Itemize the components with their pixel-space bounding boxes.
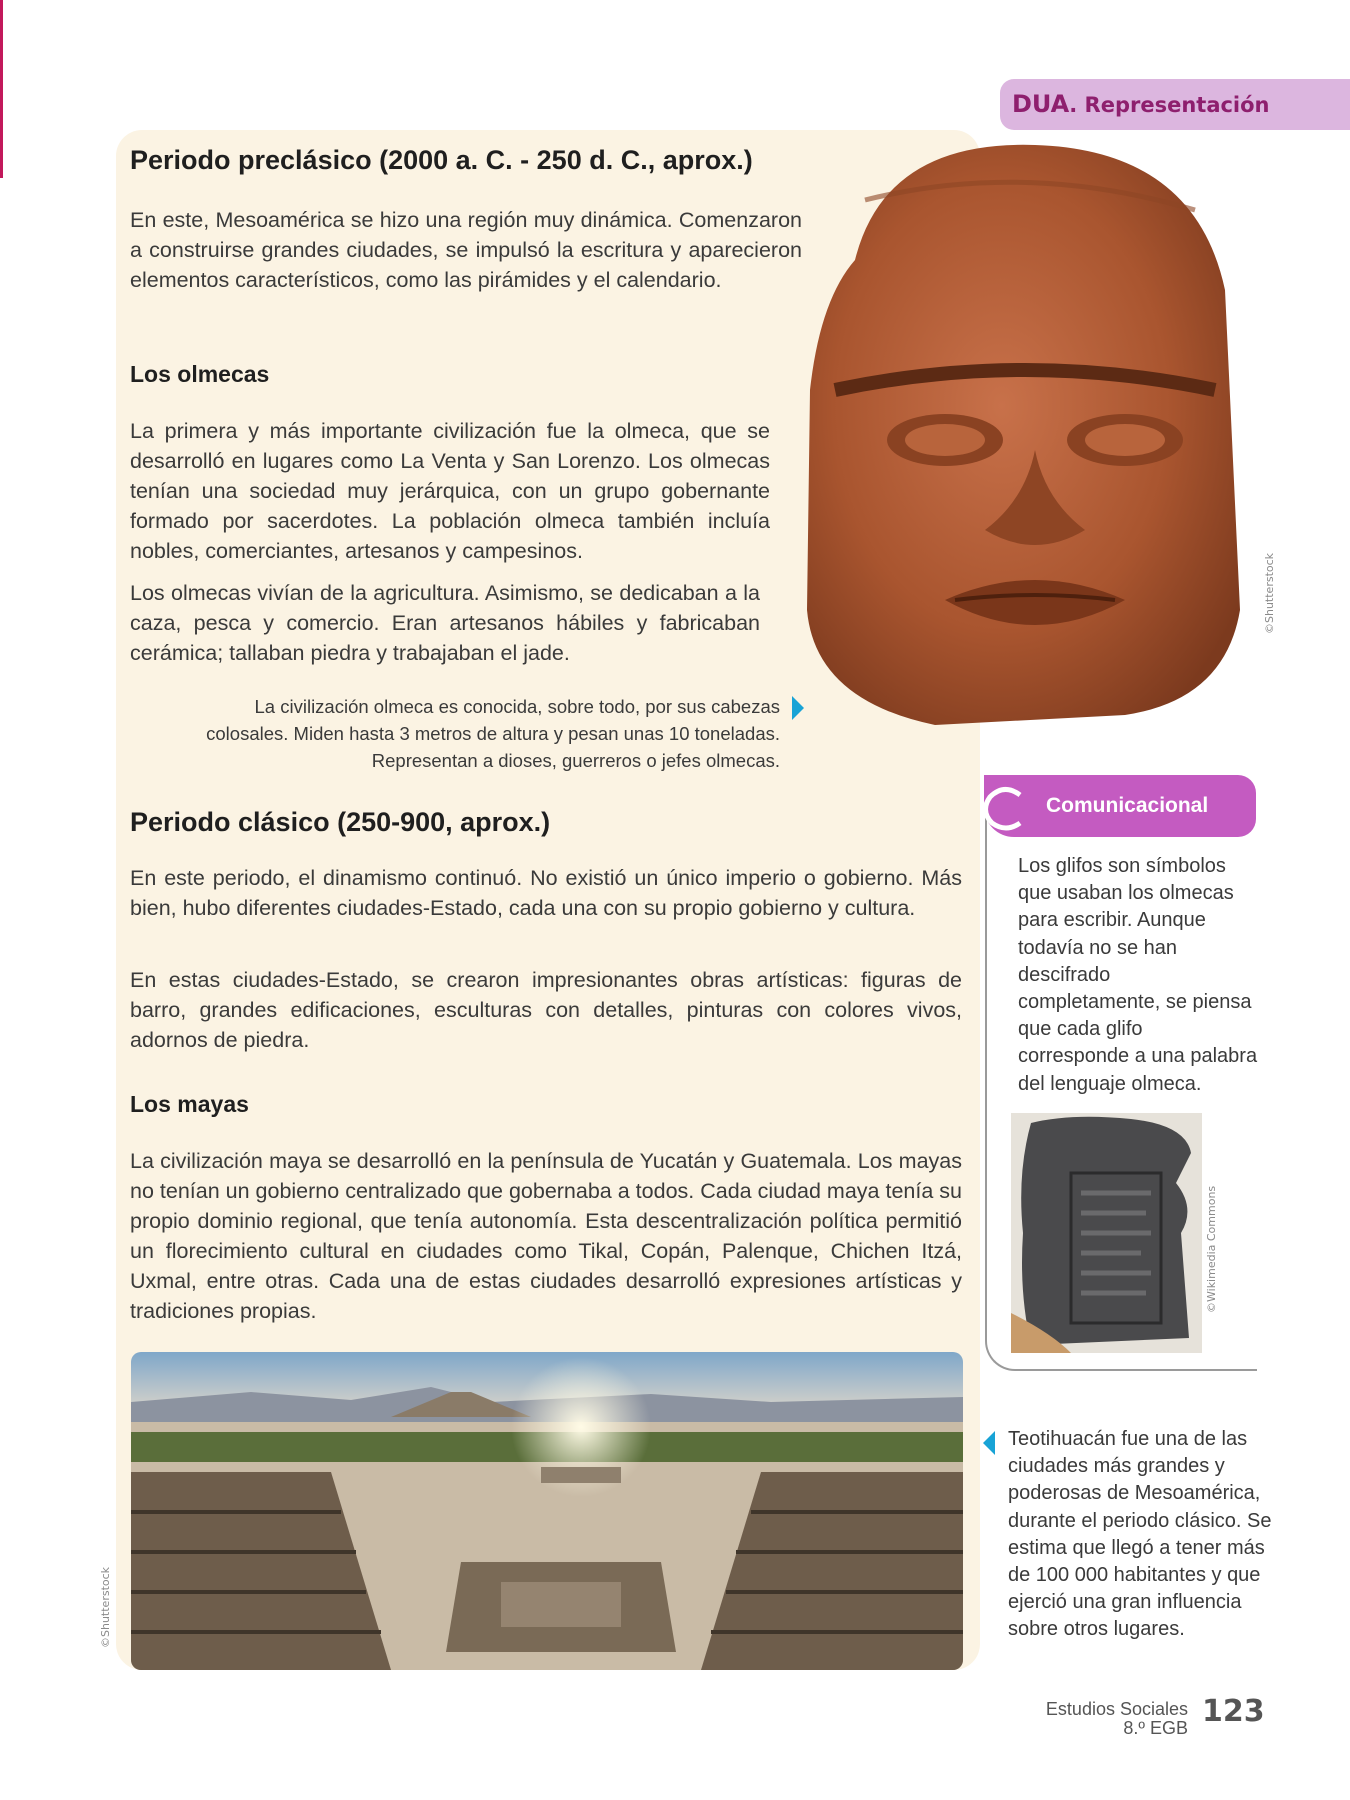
heading-periodo-preclasico: Periodo preclásico (2000 a. C. - 250 d. C., aprox.) xyxy=(130,145,753,175)
caption-pointer-left-icon xyxy=(983,1431,995,1455)
heading-los-olmecas: Los olmecas xyxy=(130,361,270,387)
heading-los-mayas: Los mayas xyxy=(130,1091,249,1117)
olmecas-paragraph-1: La primera y más importante civilización fue la olmeca, que se desarrolló en lugares como La Venta y San Lorenzo. Los olmecas tenían una sociedad muy jerárquica, con un grupo gobernante formado por sacerdotes. La población olmeca también incluía nobles, comerciantes, artesanos y campesinos. xyxy=(130,419,770,563)
dua-label: DUA xyxy=(1012,90,1070,118)
footer-grade: 8.º EGB xyxy=(1123,1718,1188,1738)
head-image-credit: ©Shutterstock xyxy=(1263,552,1276,634)
pyramid-image-credit: ©Shutterstock xyxy=(99,1566,112,1648)
teotihuacan-caption: Teotihuacán fue una de las ciudades más grandes y poderosas de Mesoamérica, durante el periodo clásico. Se estima que llegó a tener más de 100 000 habitantes y que ejerció una gran influencia sobre otros lugares. xyxy=(1008,1428,1272,1641)
heading-periodo-clasico: Periodo clásico (250-900, aprox.) xyxy=(130,807,551,837)
preclasico-intro-paragraph: En este, Mesoamérica se hizo una región muy dinámica. Comenzaron a construirse grandes ciudades, se impulsó la escritura y aparecieron elementos característicos, como las pirámides y el calendario. xyxy=(130,208,802,292)
teotihuacan-photo xyxy=(131,1352,963,1670)
clasico-paragraph-1: En este periodo, el dinamismo continuó. No existió un único imperio o gobierno. Más bien, hubo diferentes ciudades-Estado, cada una con su propio gobierno y cultura. xyxy=(130,866,962,920)
comunicacional-title: Comunicacional xyxy=(1046,794,1209,817)
comunicacional-c-icon xyxy=(980,785,1028,833)
footer-subject: Estudios Sociales xyxy=(1045,1699,1188,1719)
olmec-colossal-head-image xyxy=(795,140,1255,725)
comunicacional-text: Los glifos son símbolos que usaban los olmecas para escribir. Aunque todavía no se han descifrado completamente, se piensa que cada glifo corresponde a una palabra del lenguaje olmeca. xyxy=(1018,855,1258,1095)
glyph-image-credit: ©Wikimedia Commons xyxy=(1205,1185,1218,1313)
mayas-paragraph: La civilización maya se desarrolló en la península de Yucatán y Guatemala. Los mayas no tenían un gobierno centralizado que gobernaba a todos. Cada ciudad maya tenía su propio dominio regional, que tenía autonomía. Esta descentralización política permitió un florecimiento cultural en ciudades como Tikal, Copán, Palenque, Chichen Itzá, Uxmal, entre otras. Cada una de estas ciudades desarrolló expresiones artísticas y tradiciones propias. xyxy=(130,1149,962,1323)
olmec-glyph-stone-image xyxy=(1011,1113,1202,1353)
olmec-head-caption xyxy=(140,693,780,774)
caption-line: colosales. Miden hasta 3 metros de altura y pesan unas 10 toneladas. xyxy=(206,723,780,744)
caption-line: La civilización olmeca es conocida, sobre todo, por sus cabezas xyxy=(254,696,780,717)
clasico-paragraph-2: En estas ciudades-Estado, se crearon impresionantes obras artísticas: figuras de barro, grandes edificaciones, esculturas con detalles, pinturas con colores vivos, adornos de piedra. xyxy=(130,968,962,1052)
olmecas-paragraph-2: Los olmecas vivían de la agricultura. Asimismo, se dedicaban a la caza, pesca y comercio. Eran artesanos hábiles y fabricaban cerámica; tallaban piedra y trabajaban el jade. xyxy=(130,581,760,665)
left-edge-accent xyxy=(0,0,3,178)
page-number: 123 xyxy=(1202,1694,1265,1729)
caption-line: Representan a dioses, guerreros o jefes olmecas. xyxy=(371,750,780,771)
representacion-label: . Representación xyxy=(1069,93,1270,117)
dua-representacion-banner xyxy=(1000,79,1350,130)
